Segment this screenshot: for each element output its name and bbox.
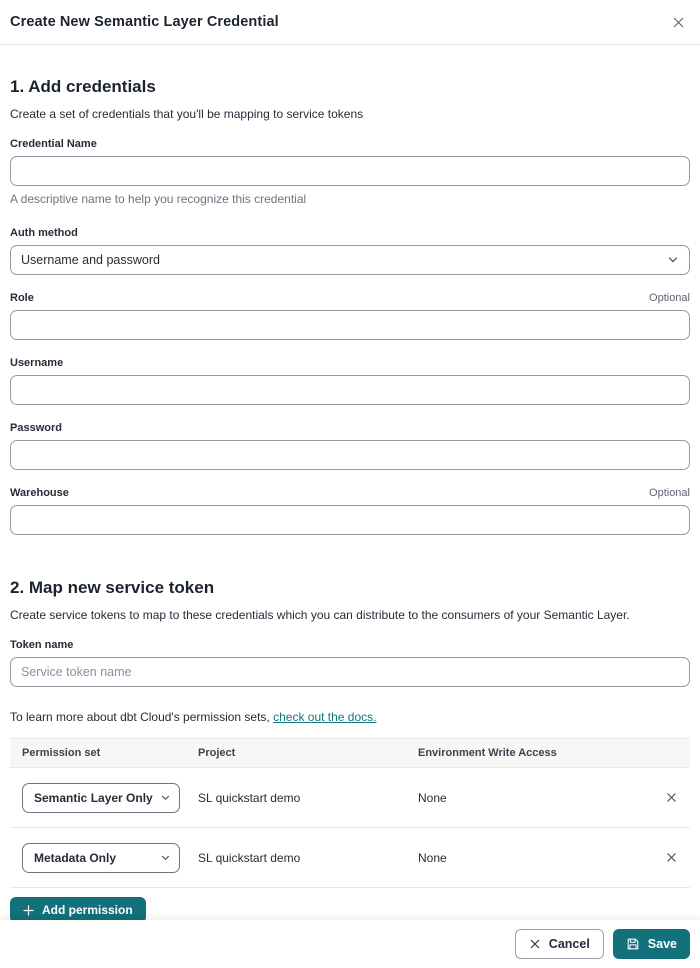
remove-row-button-row1[interactable]: [656, 791, 686, 804]
section1-heading: 1. Add credentials: [10, 77, 156, 96]
role-optional-badge: Optional: [649, 292, 690, 304]
modal-body: [0, 77, 700, 923]
permission-set-select-row2[interactable]: [22, 843, 180, 873]
project-cell: SL quickstart demo: [198, 790, 301, 805]
col-header-environment-write-access: Environment Write Access: [418, 747, 557, 759]
section1-description: Create a set of credentials that you'll be mapping to service tokens: [10, 107, 364, 121]
environment-write-access-cell: None: [418, 850, 447, 865]
docs-text: To learn more about dbt Cloud's permission sets,: [10, 710, 274, 724]
docs-link[interactable]: check out the docs.: [273, 710, 377, 724]
environment-write-access-cell: None: [418, 790, 447, 805]
auth-method-label: Auth method: [10, 227, 78, 239]
plus-icon: [23, 905, 34, 916]
chevron-down-icon: [161, 855, 170, 861]
floppy-disk-icon: [626, 937, 640, 951]
permission-set-value: Metadata Only: [34, 850, 117, 865]
close-icon: [671, 15, 686, 30]
table-row: [10, 828, 690, 888]
table-row: [10, 768, 690, 828]
col-header-permission-set: Permission set: [22, 747, 101, 759]
close-icon: [665, 851, 678, 864]
token-name-label: Token name: [10, 639, 74, 651]
auth-method-selected-value: Username and password: [21, 253, 160, 267]
modal-title: Create New Semantic Layer Credential: [10, 14, 279, 30]
docs-line: [10, 710, 690, 724]
credential-name-helper: A descriptive name to help you recognize this credential: [10, 192, 307, 206]
chevron-down-icon: [668, 257, 678, 264]
chevron-down-icon: [161, 795, 170, 801]
permission-table-header: [10, 738, 690, 768]
close-icon: [529, 938, 541, 950]
username-label: Username: [10, 357, 64, 369]
cancel-button[interactable]: [515, 929, 604, 959]
credential-name-label: Credential Name: [10, 138, 97, 150]
token-name-field-group: [10, 639, 690, 687]
permission-set-value: Semantic Layer Only: [34, 790, 153, 805]
add-permission-label: Add permission: [42, 903, 133, 917]
close-button[interactable]: [671, 15, 686, 30]
credential-name-input[interactable]: [10, 156, 690, 186]
username-field-group: [10, 357, 690, 405]
project-cell: SL quickstart demo: [198, 850, 301, 865]
password-field-group: [10, 422, 690, 470]
credential-name-field-group: [10, 138, 690, 206]
warehouse-field-group: [10, 487, 690, 535]
role-input[interactable]: [10, 310, 690, 340]
password-input[interactable]: [10, 440, 690, 470]
password-label: Password: [10, 422, 62, 434]
save-button[interactable]: [613, 929, 690, 959]
remove-row-button-row2[interactable]: [656, 851, 686, 864]
auth-method-select[interactable]: [10, 245, 690, 275]
warehouse-label: Warehouse: [10, 487, 69, 499]
auth-method-field-group: [10, 227, 690, 275]
role-field-group: [10, 292, 690, 340]
warehouse-optional-badge: Optional: [649, 487, 690, 499]
role-label: Role: [10, 292, 34, 304]
cancel-label: Cancel: [548, 937, 590, 951]
username-input[interactable]: [10, 375, 690, 405]
permission-table: [10, 738, 690, 888]
close-icon: [665, 791, 678, 804]
modal-header: [0, 0, 700, 45]
token-name-input[interactable]: [10, 657, 690, 687]
modal-footer: [0, 920, 700, 968]
col-header-project: Project: [198, 747, 236, 759]
warehouse-input[interactable]: [10, 505, 690, 535]
permission-set-select-row1[interactable]: [22, 783, 180, 813]
section2-heading: 2. Map new service token: [10, 578, 215, 597]
section2-description: Create service tokens to map to these credentials which you can distribute to the consumers of your Semantic Layer.: [10, 608, 630, 622]
save-label: Save: [647, 937, 677, 951]
